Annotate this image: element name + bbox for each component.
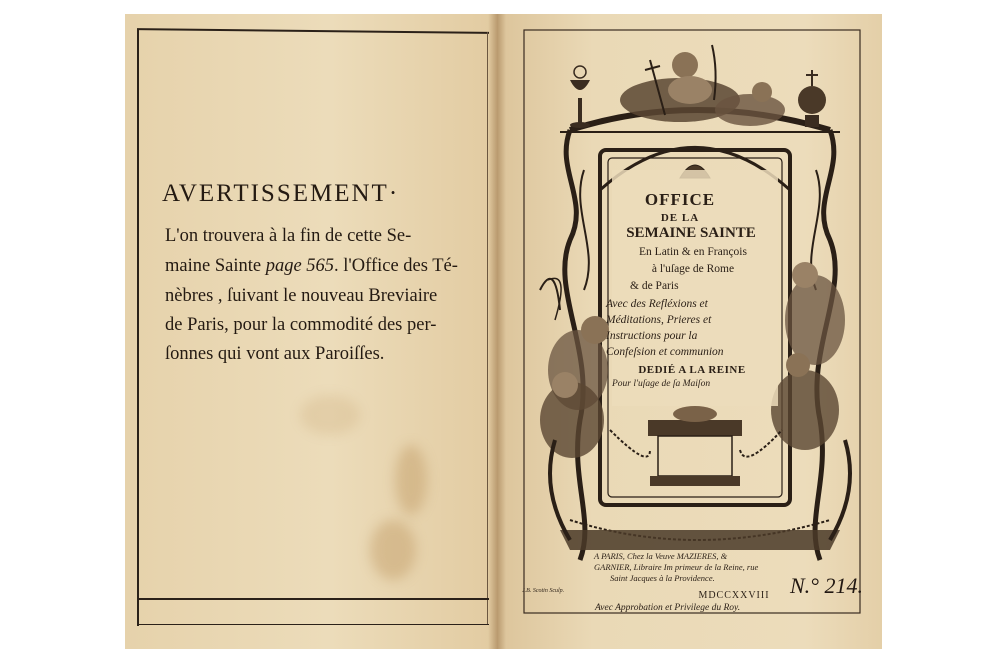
frame-bottom-rule	[137, 598, 489, 600]
handwritten-number: N.° 214.	[790, 573, 863, 598]
imprint-line-1: A PARIS, Chez la Veuve MAZIERES, &	[594, 551, 728, 561]
body-line	[165, 226, 485, 247]
imprint-line-2: GARNIER, Libraire Im primeur de la Reine, rue	[594, 562, 759, 572]
paper-stain	[300, 395, 360, 435]
engraver-signature: J.B. Scotin Sculp.	[522, 588, 565, 594]
subtitle-paris: & de Paris	[630, 280, 679, 292]
subtitle-usage: à l'uſage de Rome	[651, 263, 735, 275]
body-line-text: maine Sainte	[165, 256, 266, 276]
paper-stain	[370, 520, 416, 580]
avertissement-heading: AVERTISSEMENT·	[162, 180, 400, 207]
dedication-sub: Pour l'uſage de ſa Maiſon	[612, 379, 711, 389]
subtitle-avec: Avec des Refléxions et	[606, 298, 708, 310]
approbation-line: Avec Approbation et Privilege du Roy.	[595, 603, 741, 613]
subtitle-instructions: Instructions pour la	[606, 330, 698, 342]
imprint-line-3: Saint Jacques à la Providence.	[610, 573, 715, 583]
title-semaine-sainte: SEMAINE SAINTE	[626, 225, 756, 241]
body-line-text: de Paris, pour la commodité des per-	[165, 315, 437, 335]
body-line-text: ſonnes qui vont aux Paroiſſes.	[165, 344, 385, 364]
frame-bottom-rule-outer	[137, 624, 489, 625]
title-office: OFFICE	[644, 190, 716, 209]
page-reference: page 565	[265, 256, 335, 276]
subtitle-latin: En Latin & en François	[639, 246, 747, 258]
body-line	[165, 256, 485, 277]
body-line	[165, 315, 485, 336]
frame-left-rule	[137, 30, 139, 626]
subtitle-meditations: Méditations, Prieres et	[606, 314, 712, 326]
title-de-la: DE LA	[660, 212, 700, 224]
subtitle-confession: Confeſsion et communion	[606, 346, 724, 358]
body-line-text: L'on trouvera à la fin de cette Se-	[165, 226, 412, 246]
dedication: DEDIÉ A LA REINE	[638, 364, 746, 376]
body-line	[165, 344, 485, 365]
body-line-text: nèbres , ſuivant le nouveau Breviaire	[165, 286, 438, 306]
body-line-text: . l'Office des Té-	[334, 256, 458, 276]
body-line	[165, 286, 485, 307]
publication-date: MDCCXXVIII	[698, 590, 770, 601]
frame-right-rule	[487, 32, 488, 624]
paper-stain	[395, 445, 427, 515]
